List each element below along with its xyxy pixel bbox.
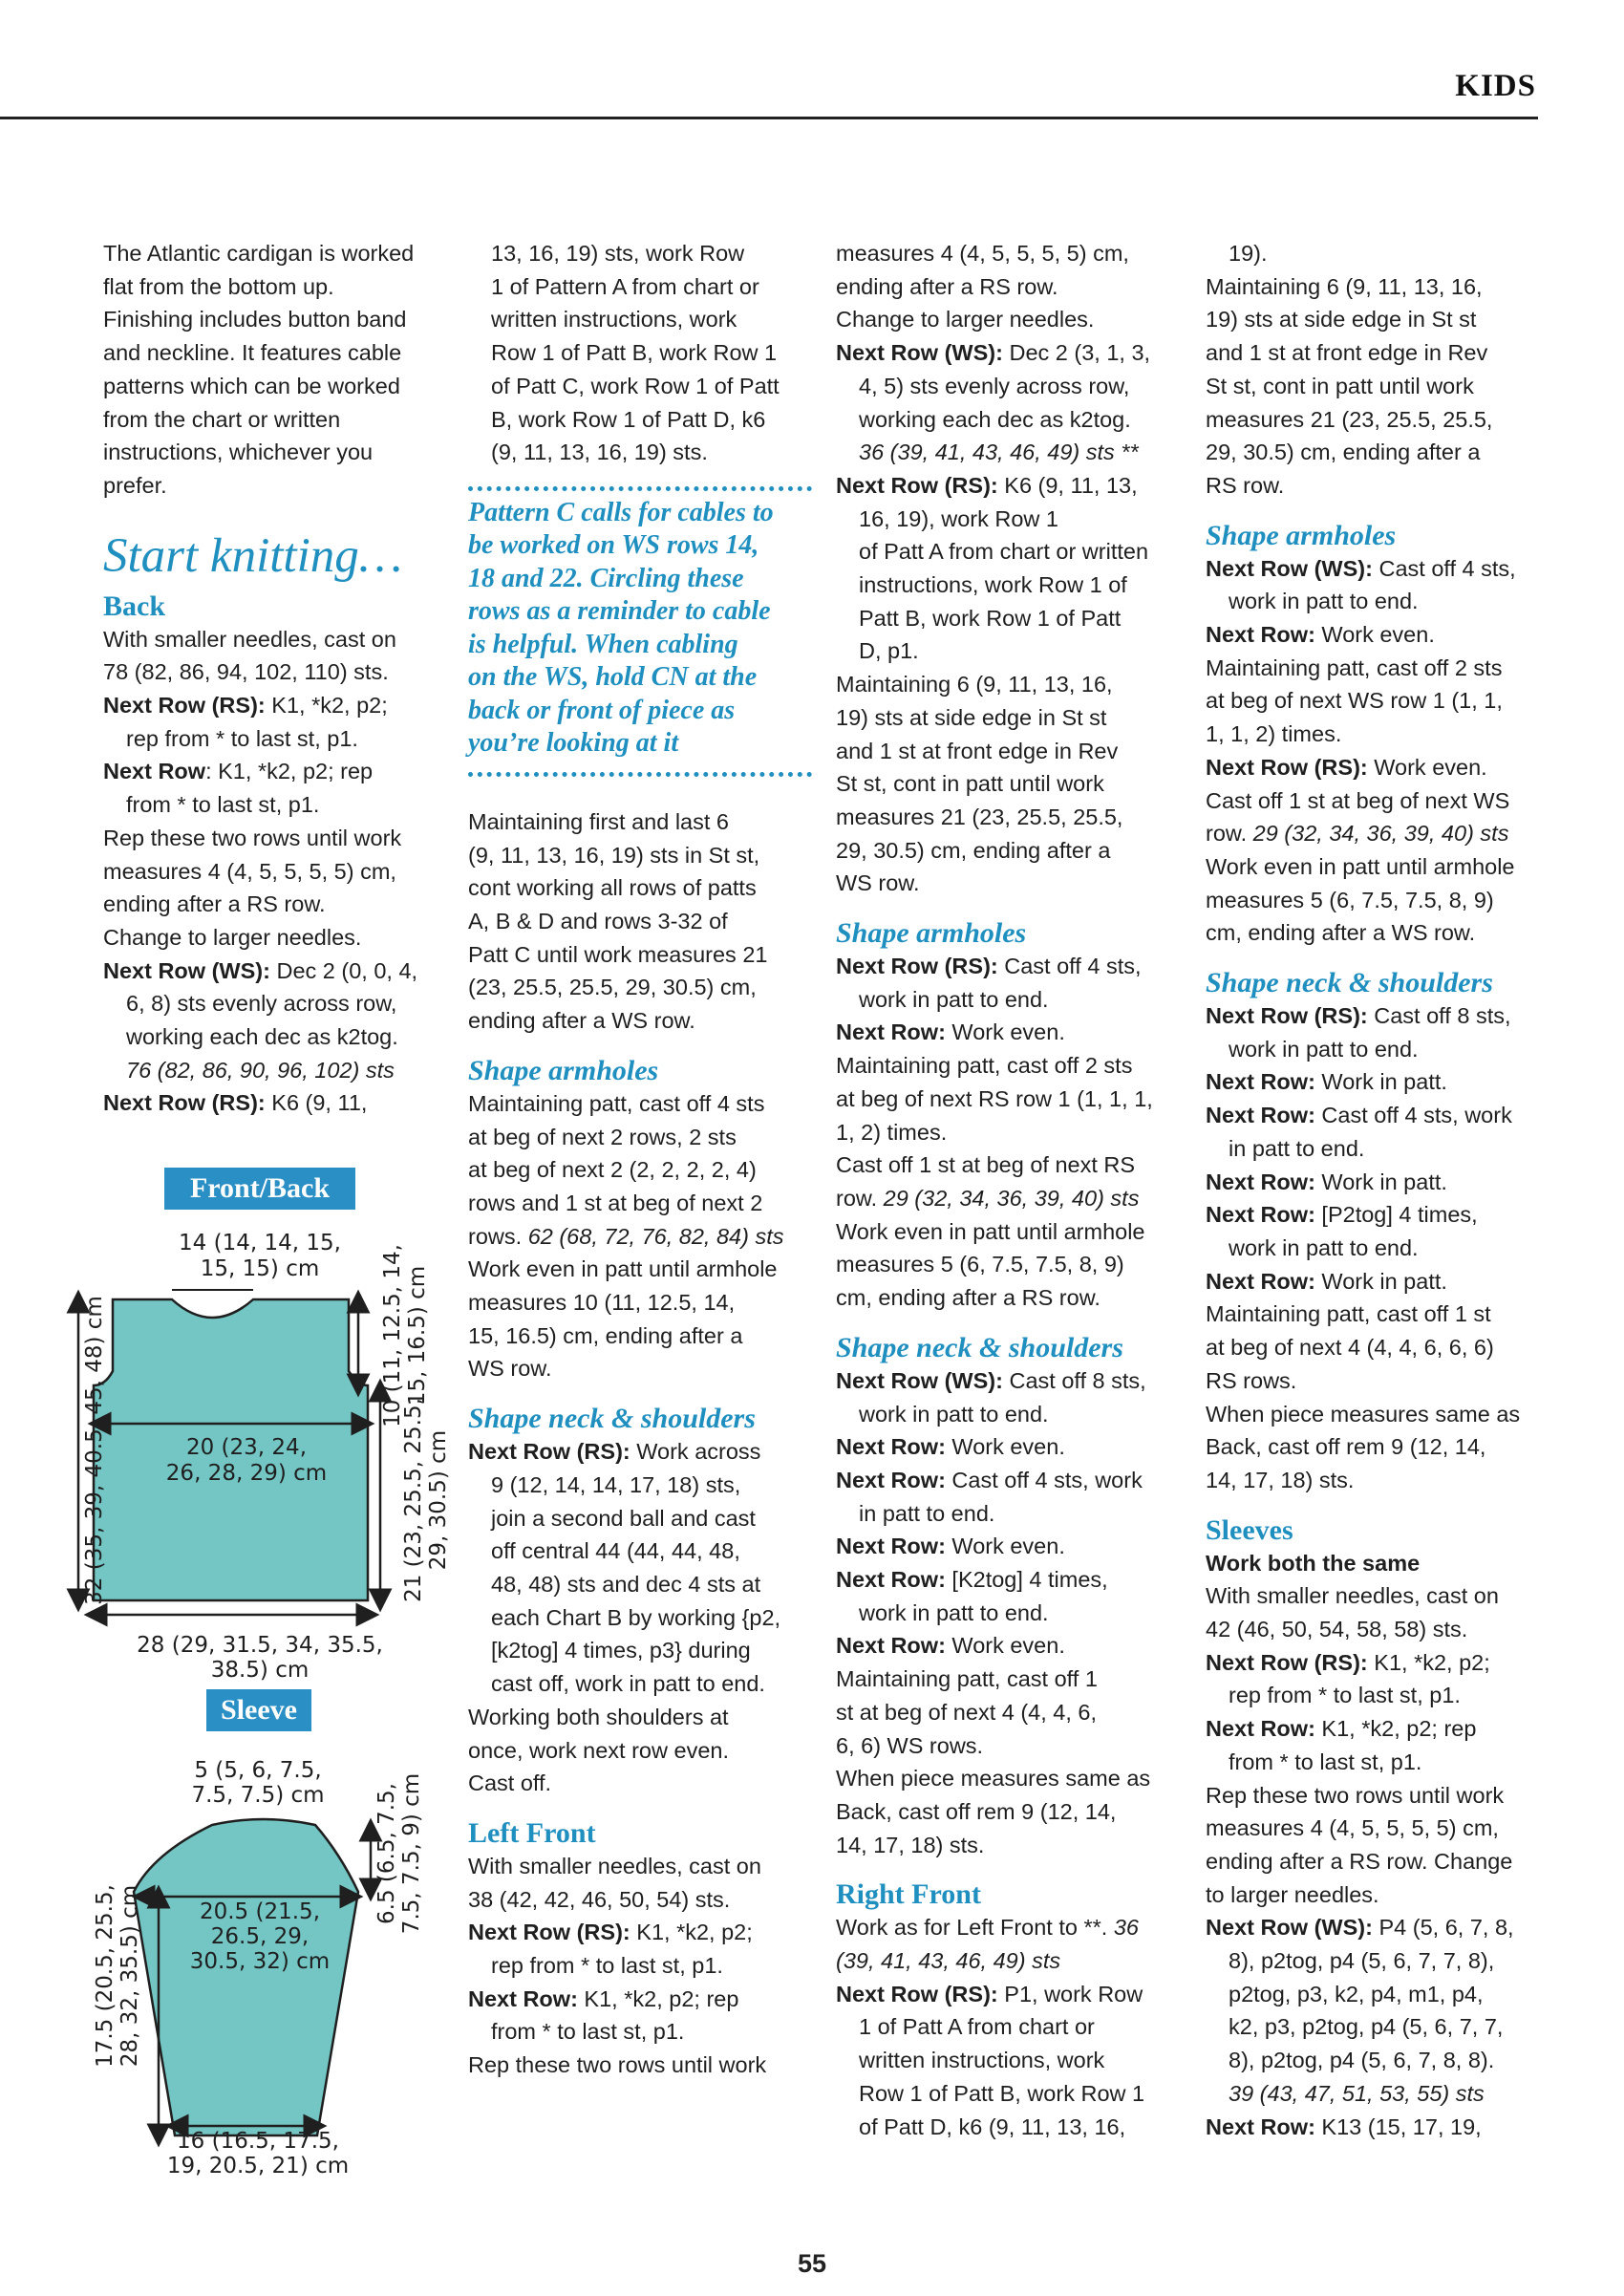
text-line: in patt to end.: [1229, 1135, 1365, 1161]
text-line: (23, 25.5, 25.5, 29, 30.5) cm,: [468, 975, 757, 1000]
text-line: cm, ending after a WS row.: [1206, 920, 1476, 946]
text-line: work in patt to end.: [1229, 589, 1419, 614]
shape-armholes-heading: Shape armholes: [468, 1054, 659, 1086]
fb-neck-2: 15, 15) cm: [200, 1256, 320, 1281]
text-line: With smaller needles, cast on: [103, 626, 396, 652]
text-line: each Chart B by working {p2,: [491, 1604, 781, 1630]
text-line: 14, 17, 18) sts.: [1206, 1467, 1355, 1492]
text-line: measures 4 (4, 5, 5, 5, 5) cm,: [836, 241, 1129, 266]
text-line: st at beg of next 4 (4, 4, 6,: [836, 1699, 1098, 1725]
text-line: working each dec as k2tog.: [126, 1024, 398, 1050]
fb-bottom-2: 38.5) cm: [210, 1658, 310, 1683]
text-line: 1 of Pattern A from chart or: [491, 273, 759, 299]
tip-line: back or front of piece as: [468, 695, 736, 725]
text-line: Maintaining first and last 6: [468, 808, 730, 834]
text-line: Working both shoulders at: [468, 1704, 729, 1729]
shape-neck-heading: Shape neck & shoulders: [836, 1331, 1123, 1363]
text-line: at beg of next WS row 1 (1, 1,: [1206, 688, 1503, 714]
text-line: written instructions, work: [859, 2048, 1105, 2073]
text-line: Work even in patt until armhole: [1206, 853, 1515, 879]
sl-cap-2: 7.5, 7.5, 9) cm: [399, 1772, 424, 1935]
text-line: Patt C until work measures 21: [468, 941, 768, 967]
section-tag: KIDS: [1455, 69, 1536, 103]
text-line: When piece measures same as: [1206, 1401, 1521, 1427]
text-line: work in patt to end.: [859, 1599, 1049, 1625]
column-2: [468, 237, 812, 2082]
text-line: of Patt D, k6 (9, 11, 13, 16,: [859, 2114, 1126, 2139]
text-line: 6, 8) sts evenly across row,: [126, 991, 397, 1017]
text-line: 19).: [1229, 241, 1268, 266]
sleeve-shape: [134, 1819, 358, 2135]
row-instruction: Next Row: Work even.: [836, 1633, 1065, 1659]
row-instruction: Next Row (WS): Cast off 8 sts,: [836, 1367, 1146, 1393]
text-line: Work even in patt until armhole: [468, 1256, 778, 1282]
row-instruction: Next Row (RS): Cast off 4 sts,: [836, 954, 1142, 979]
text-line: from * to last st, p1.: [126, 792, 320, 818]
fb-neck-1: 14 (14, 14, 15,: [179, 1231, 341, 1255]
text-line: join a second ball and cast: [491, 1505, 756, 1531]
text-line: 1, 1, 2) times.: [1206, 721, 1342, 747]
text-line: 38 (42, 42, 46, 50, 54) sts.: [468, 1886, 731, 1912]
stitch-count: 36 (39, 41, 43, 46, 49) sts **: [859, 440, 1139, 465]
row-instruction: Next Row: K1, *k2, p2; rep: [1206, 1716, 1477, 1742]
row-instruction: Next Row: Cast off 4 sts, work: [836, 1467, 1143, 1492]
text-line: rep from * to last st, p1.: [1229, 1683, 1461, 1708]
text-line: rep from * to last st, p1.: [126, 725, 358, 751]
fb-chest-1: 20 (23, 24,: [185, 1435, 308, 1460]
text-line: Maintaining 6 (9, 11, 13, 16,: [1206, 273, 1483, 299]
fb-body-2: 29, 30.5) cm: [426, 1429, 451, 1571]
text-line: 1, 2) times.: [836, 1119, 948, 1145]
stitch-count: 76 (82, 86, 90, 96, 102) sts: [126, 1057, 395, 1083]
text-line: Row 1 of Patt B, work Row 1: [491, 340, 778, 366]
shape-armholes-heading: Shape armholes: [1206, 519, 1397, 551]
text-line: A, B & D and rows 3-32 of: [468, 909, 728, 934]
row-instruction: Next Row: [P2tog] 4 times,: [1206, 1202, 1478, 1228]
text-line: working each dec as k2tog.: [859, 406, 1131, 432]
shape-neck-heading: Shape neck & shoulders: [1206, 967, 1493, 999]
text-line: at beg of next 2 (2, 2, 2, 2, 4): [468, 1157, 757, 1183]
text-line: ending after a WS row.: [468, 1008, 695, 1034]
text-line: Work even in patt until armhole: [836, 1218, 1145, 1244]
row-instruction: Next Row: K13 (15, 17, 19,: [1206, 2114, 1482, 2139]
text-line: 6, 6) WS rows.: [836, 1732, 984, 1758]
text-line: St st, cont in patt until work: [836, 771, 1104, 797]
text-line: measures 4 (4, 5, 5, 5, 5) cm,: [103, 858, 396, 884]
text-line: Maintaining patt, cast off 2 sts: [836, 1053, 1133, 1079]
row-instruction: Next Row: Work even.: [836, 1434, 1065, 1460]
stitch-count: 39 (43, 47, 51, 53, 55) sts: [1229, 2080, 1485, 2106]
column-3: [836, 237, 1194, 2143]
row-instruction: Next Row (RS): K6 (9, 11, 13,: [836, 472, 1138, 498]
shape-armholes-heading: Shape armholes: [836, 917, 1027, 950]
row-instruction: Next Row (WS): Dec 2 (0, 0, 4,: [103, 957, 418, 983]
tip-line: you’re looking at it: [468, 728, 679, 759]
text-line: RS rows.: [1206, 1367, 1297, 1393]
text-line: St st, cont in patt until work: [1206, 373, 1474, 398]
text-line: at beg of next RS row 1 (1, 1, 1,: [836, 1085, 1153, 1111]
text-line: Maintaining patt, cast off 1 st: [1206, 1301, 1491, 1327]
text-line: 19) sts at side edge in St st: [836, 704, 1107, 730]
text-line: With smaller needles, cast on: [468, 1853, 761, 1878]
page-number: 55: [797, 2249, 827, 2278]
back-heading: Back: [103, 590, 166, 622]
sl-top-2: 7.5, 7.5) cm: [191, 1783, 325, 1808]
text-line: Rep these two rows until work: [468, 2052, 767, 2078]
row-instruction: Next Row: Work even.: [836, 1534, 1065, 1559]
text-line: 8), p2tog, p4 (5, 6, 7, 8, 8).: [1229, 2048, 1495, 2073]
text-line: row. 29 (32, 34, 36, 39, 40) sts: [836, 1185, 1140, 1211]
row-instruction: Next Row: Work even.: [836, 1019, 1065, 1045]
text-line: 78 (82, 86, 94, 102, 110) sts.: [103, 659, 389, 685]
column-4: [1206, 237, 1564, 2143]
intro-line: and neckline. It features cable: [103, 340, 402, 366]
text-line: 14, 17, 18) sts.: [836, 1832, 985, 1857]
text-line: 9 (12, 14, 14, 17, 18) sts,: [491, 1471, 741, 1497]
text-line: ending after a RS row.: [836, 273, 1058, 299]
text-line: k2, p3, p2tog, p4 (5, 6, 7, 7,: [1229, 2014, 1504, 2040]
intro-line: instructions, whichever you: [103, 440, 374, 465]
text-line: 19) sts at side edge in St st: [1206, 307, 1477, 333]
sl-upper-1: 20.5 (21.5,: [199, 1899, 321, 1924]
text-line: measures 5 (6, 7.5, 7.5, 8, 9): [1206, 887, 1494, 912]
intro-line: patterns which can be worked: [103, 373, 400, 398]
text-line: Maintaining patt, cast off 2 sts: [1206, 654, 1503, 680]
text-line: Work as for Left Front to **. 36: [836, 1915, 1139, 1941]
text-line: and 1 st at front edge in Rev: [1206, 340, 1488, 366]
text-line: 1 of Patt A from chart or: [859, 2014, 1095, 2040]
text-line: at beg of next 4 (4, 4, 6, 6, 6): [1206, 1335, 1494, 1361]
row-instruction: Next Row: Work even.: [1206, 622, 1435, 648]
row-instruction: Next Row (RS): K1, *k2, p2;: [103, 693, 388, 719]
text-line: Maintaining patt, cast off 4 sts: [468, 1090, 765, 1116]
text-line: 29, 30.5) cm, ending after a: [836, 837, 1111, 863]
left-front-heading: Left Front: [468, 1816, 596, 1849]
text-line: Rep these two rows until work: [1206, 1782, 1505, 1808]
text-line: measures 10 (11, 12.5, 14,: [468, 1290, 736, 1316]
text-line: D, p1.: [859, 638, 919, 664]
text-line: 48, 48) sts and dec 4 sts at: [491, 1571, 761, 1597]
right-front-heading: Right Front: [836, 1878, 981, 1911]
text-line: RS row.: [1206, 472, 1285, 498]
text-line: Maintaining patt, cast off 1: [836, 1666, 1098, 1692]
text-line: [k2tog] 4 times, p3} during: [491, 1638, 751, 1663]
text-line: p2tog, p3, k2, p4, m1, p4,: [1229, 1981, 1484, 2006]
text-line: work in patt to end.: [859, 986, 1049, 1012]
row-instruction: Next Row (WS): Cast off 4 sts,: [1206, 555, 1516, 581]
schematic-diagram: [0, 1194, 459, 2150]
text-line: row. 29 (32, 34, 36, 39, 40) sts: [1206, 821, 1509, 847]
sl-length-2: 28, 32, 35.5) cm: [118, 1884, 142, 2068]
text-line: work in patt to end.: [1229, 1234, 1419, 1260]
text-line: work in patt to end.: [1229, 1036, 1419, 1062]
front-back-label: Front/Back: [164, 1168, 355, 1210]
sleeve-label: Sleeve: [206, 1689, 311, 1731]
intro-line: Finishing includes button band: [103, 307, 407, 333]
text-line: When piece measures same as: [836, 1766, 1151, 1792]
text-line: Change to larger needles.: [103, 924, 362, 950]
text-line: 15, 16.5) cm, ending after a: [468, 1322, 743, 1348]
text-line: ending after a RS row.: [103, 891, 326, 917]
text-line: work in patt to end.: [859, 1401, 1049, 1427]
text-line: instructions, work Row 1 of: [859, 572, 1127, 598]
text-line: Rep these two rows until work: [103, 825, 402, 850]
row-instruction: Next Row: K1, *k2, p2; rep: [468, 1985, 739, 2011]
text-line: rows. 62 (68, 72, 76, 82, 84) sts: [468, 1223, 784, 1249]
header-rule: [0, 117, 1538, 119]
text-line: Maintaining 6 (9, 11, 13, 16,: [836, 672, 1113, 697]
text-line: in patt to end.: [859, 1500, 995, 1526]
row-instruction: Next Row (RS): K1, *k2, p2;: [1206, 1649, 1490, 1675]
text-line: from * to last st, p1.: [491, 2019, 685, 2045]
row-instruction: Next Row: Work in patt.: [1206, 1268, 1447, 1294]
text-line: measures 4 (4, 5, 5, 5, 5) cm,: [1206, 1815, 1499, 1841]
row-instruction: Next Row (RS): K6 (9, 11,: [103, 1090, 368, 1116]
text-line: of Patt C, work Row 1 of Patt: [491, 373, 780, 398]
text-line: Back, cast off rem 9 (12, 14,: [836, 1798, 1117, 1824]
fb-bottom-1: 28 (29, 31.5, 34, 35.5,: [137, 1633, 383, 1658]
text-line: of Patt A from chart or written: [859, 539, 1149, 565]
intro-line: from the chart or written: [103, 406, 341, 432]
text-line: B, work Row 1 of Patt D, k6: [491, 406, 766, 432]
text-line: at beg of next 2 rows, 2 sts: [468, 1124, 737, 1149]
sl-upper-2: 26.5, 29,: [210, 1924, 310, 1949]
tip-line: on the WS, hold CN at the: [468, 662, 758, 693]
text-line: 13, 16, 19) sts, work Row: [491, 241, 745, 266]
text-line: off central 44 (44, 44, 48,: [491, 1538, 740, 1564]
fb-armhole-1: 10 (11, 12.5, 14,: [380, 1244, 405, 1427]
text-line: cm, ending after a RS row.: [836, 1285, 1100, 1311]
fb-total-1: 32 (35, 39, 40.5, 45, 48) cm: [82, 1296, 107, 1605]
text-line: from * to last st, p1.: [1229, 1749, 1422, 1774]
text-line: once, work next row even.: [468, 1737, 729, 1763]
row-instruction: Next Row: Cast off 4 sts, work: [1206, 1103, 1512, 1128]
text-line: and 1 st at front edge in Rev: [836, 738, 1119, 763]
row-instruction: Next Row (RS): K1, *k2, p2;: [468, 1920, 753, 1945]
intro-line: The Atlantic cardigan is worked: [103, 241, 415, 266]
shape-neck-heading: Shape neck & shoulders: [468, 1403, 756, 1435]
text-line: Back, cast off rem 9 (12, 14,: [1206, 1434, 1486, 1460]
tip-box: [468, 486, 812, 777]
fb-body-1: 21 (23, 25.5, 25.5,: [401, 1398, 426, 1602]
row-instruction: Next Row (RS): Cast off 8 sts,: [1206, 1003, 1511, 1029]
sl-cap-1: 6.5 (6.5, 7.5,: [374, 1783, 399, 1924]
row-instruction: Next Row: K1, *k2, p2; rep: [103, 759, 374, 784]
fb-armhole-2: 15, 16.5) cm: [405, 1265, 430, 1406]
text-line: 16, 19), work Row 1: [859, 505, 1058, 531]
text-line: measures 5 (6, 7.5, 7.5, 8, 9): [836, 1252, 1124, 1277]
sleeves-heading: Sleeves: [1206, 1513, 1293, 1546]
sl-upper-3: 30.5, 32) cm: [189, 1949, 331, 1974]
row-instruction: Next Row (RS): Work across: [468, 1439, 761, 1465]
column-1: [103, 237, 447, 1120]
sl-bottom-label: 16 (16.5, 17.5, 19, 20.5, 21) cm: [166, 2129, 350, 2178]
text-line: rows and 1 st at beg of next 2: [468, 1190, 763, 1215]
row-instruction: Next Row: Work in patt.: [1206, 1069, 1447, 1095]
text-line: Cast off 1 st at beg of next WS: [1206, 787, 1510, 813]
sl-length-1: 17.5 (20.5, 25.5,: [93, 1884, 118, 2068]
text-line: (9, 11, 13, 16, 19) sts.: [491, 440, 708, 465]
text-line: WS row.: [836, 870, 920, 896]
text-line: measures 21 (23, 25.5, 25.5,: [1206, 406, 1493, 432]
row-instruction: Next Row (RS): P1, work Row: [836, 1981, 1143, 2006]
text-line: Change to larger needles.: [836, 307, 1095, 333]
text-line: 4, 5) sts evenly across row,: [859, 373, 1130, 398]
row-instruction: Next Row: [K2tog] 4 times,: [836, 1567, 1108, 1593]
intro-line: prefer.: [103, 472, 167, 498]
tip-line: is helpful. When cabling: [468, 629, 738, 659]
tip-line: Pattern C calls for cables to: [468, 497, 774, 527]
text-line: written instructions, work: [491, 307, 737, 333]
text-line: 8), p2tog, p4 (5, 6, 7, 7, 8),: [1229, 1948, 1495, 1974]
tip-line: 18 and 22. Circling these: [468, 563, 744, 593]
text-line: 42 (46, 50, 54, 58, 58) sts.: [1206, 1617, 1468, 1642]
intro-line: flat from the bottom up.: [103, 273, 334, 299]
text-line: cont working all rows of patts: [468, 875, 757, 901]
text-line: Cast off.: [468, 1770, 552, 1796]
row-instruction: Next Row (WS): P4 (5, 6, 7, 8,: [1206, 1915, 1514, 1941]
text-line: Row 1 of Patt B, work Row 1: [859, 2080, 1145, 2106]
sleeves-subheading: Work both the same: [1206, 1550, 1421, 1576]
text-line: rep from * to last st, p1.: [491, 1953, 723, 1979]
start-knitting-heading: Start knitting…: [103, 528, 403, 583]
fb-chest-2: 26, 28, 29) cm: [165, 1461, 328, 1486]
stitch-count: (39, 41, 43, 46, 49) sts: [836, 1948, 1061, 1974]
text-line: measures 21 (23, 25.5, 25.5,: [836, 804, 1123, 829]
tip-line: rows as a reminder to cable: [468, 596, 771, 627]
text-line: With smaller needles, cast on: [1206, 1583, 1499, 1609]
text-line: ending after a RS row. Change: [1206, 1848, 1513, 1874]
text-line: to larger needles.: [1206, 1881, 1379, 1907]
row-instruction: Next Row: Work in patt.: [1206, 1169, 1447, 1194]
text-line: WS row.: [468, 1356, 552, 1382]
text-line: Patt B, work Row 1 of Patt: [859, 605, 1122, 631]
sl-top-1: 5 (5, 6, 7.5,: [194, 1758, 322, 1783]
row-instruction: Next Row (RS): Work even.: [1206, 754, 1487, 780]
text-line: cast off, work in patt to end.: [491, 1671, 765, 1697]
text-line: (9, 11, 13, 16, 19) sts in St st,: [468, 842, 760, 868]
tip-line: be worked on WS rows 14,: [468, 530, 759, 561]
text-line: 29, 30.5) cm, ending after a: [1206, 440, 1481, 465]
row-instruction: Next Row (WS): Dec 2 (3, 1, 3,: [836, 340, 1151, 366]
text-line: Cast off 1 st at beg of next RS: [836, 1152, 1136, 1178]
